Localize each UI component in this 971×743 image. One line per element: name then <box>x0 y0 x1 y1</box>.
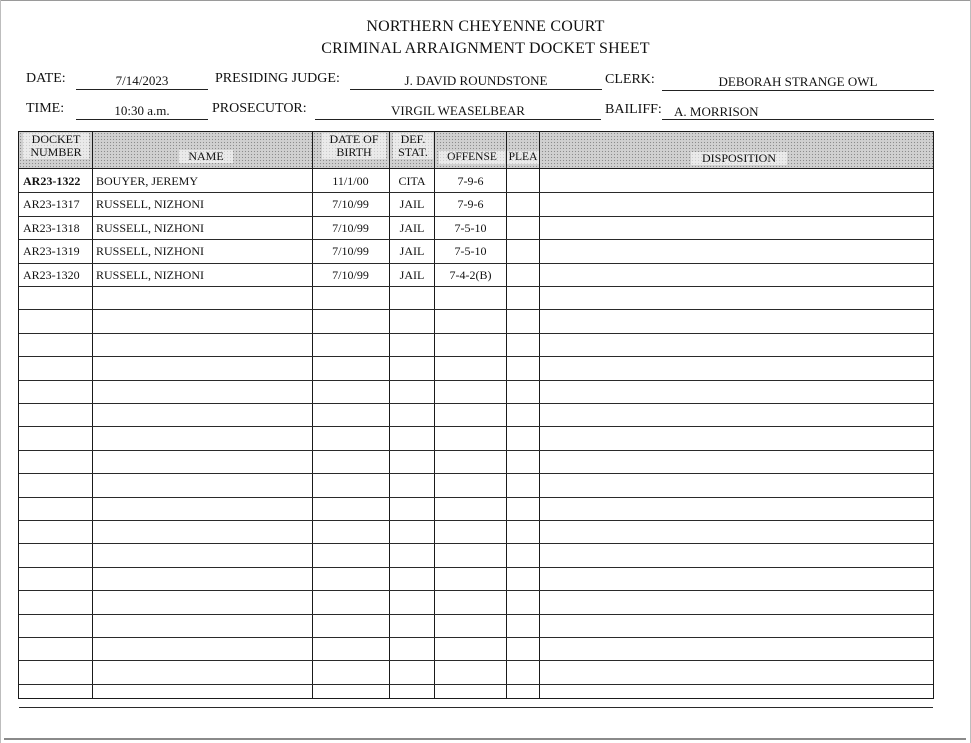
cell-dob: 11/1/00 <box>332 174 369 188</box>
row-divider <box>19 684 933 685</box>
col-header-plea: PLEA <box>508 151 538 163</box>
page-border-top <box>0 0 971 1</box>
cell-offense: 7-9-6 <box>457 174 484 188</box>
cell-status: JAIL <box>399 220 425 235</box>
court-name: NORTHERN CHEYENNE COURT <box>366 18 605 35</box>
cell-name: RUSSELL, NIZHONI <box>96 220 204 235</box>
cell-name: RUSSELL, NIZHONI <box>96 267 204 282</box>
col-header-def-line1: DEF. <box>400 132 426 146</box>
cell-docket: AR23-1318 <box>23 220 80 235</box>
cell-dob: 7/10/99 <box>332 267 369 282</box>
page-border-bottom <box>4 738 966 740</box>
clerk-value: DEBORAH STRANGE OWL <box>662 73 934 91</box>
col-header-disposition: DISPOSITION <box>691 152 787 165</box>
row-divider <box>19 239 933 240</box>
row-divider <box>19 263 933 264</box>
page-border-left <box>0 0 1 743</box>
cell-offense: 7-5-10 <box>454 220 487 235</box>
prosecutor-label: PROSECUTOR: <box>212 101 307 116</box>
bailiff-label: BAILIFF: <box>605 102 662 117</box>
cell-status: JAIL <box>399 197 425 212</box>
row-divider <box>19 614 933 615</box>
cell-offense: 7-5-10 <box>454 244 487 259</box>
row-divider <box>19 450 933 451</box>
row-divider <box>19 216 933 217</box>
col-header-def-line2: STAT. <box>398 145 428 159</box>
date-label: DATE: <box>26 71 66 86</box>
row-divider <box>19 473 933 474</box>
row-divider <box>19 543 933 544</box>
cell-name: RUSSELL, NIZHONI <box>96 197 204 212</box>
row-divider <box>19 192 933 193</box>
row-divider <box>19 567 933 568</box>
cell-status: JAIL <box>399 267 425 282</box>
judge-label: PRESIDING JUDGE: <box>215 71 340 86</box>
row-divider <box>19 356 933 357</box>
col-header-docket-line2: NUMBER <box>30 145 82 159</box>
cell-docket: AR23-1317 <box>23 197 80 212</box>
row-divider <box>19 520 933 521</box>
cell-name: RUSSELL, NIZHONI <box>96 244 204 259</box>
col-header-dob-line2: BIRTH <box>336 145 372 159</box>
row-divider <box>19 403 933 404</box>
cell-dob: 7/10/99 <box>332 244 369 259</box>
cell-offense: 7-9-6 <box>457 197 484 212</box>
row-divider <box>19 660 933 661</box>
cell-name: BOUYER, JEREMY <box>96 174 199 188</box>
row-divider <box>19 590 933 591</box>
time-label: TIME: <box>26 101 65 116</box>
col-header-docket-line1: DOCKET <box>31 132 81 146</box>
cell-dob: 7/10/99 <box>332 197 369 212</box>
col-header-def-stat <box>393 133 433 159</box>
sheet-title: CRIMINAL ARRAIGNMENT DOCKET SHEET <box>321 40 650 57</box>
col-header-name: NAME <box>179 150 233 163</box>
judge-value: J. DAVID ROUNDSTONE <box>350 72 602 90</box>
cell-docket: AR23-1319 <box>23 244 80 259</box>
row-divider <box>19 309 933 310</box>
col-header-dob-line1: DATE OF <box>329 132 379 146</box>
col-header-offense: OFFENSE <box>439 151 505 164</box>
row-divider <box>19 286 933 287</box>
row-divider <box>19 426 933 427</box>
cell-status: JAIL <box>399 244 425 259</box>
cell-docket: AR23-1322 <box>23 174 81 188</box>
bailiff-value: A. MORRISON <box>662 103 934 120</box>
cell-dob: 7/10/99 <box>332 220 369 235</box>
prosecutor-value: VIRGIL WEASELBEAR <box>315 102 601 120</box>
row-divider <box>19 497 933 498</box>
col-header-docket <box>23 133 89 159</box>
row-divider <box>19 707 933 708</box>
row-divider <box>19 333 933 334</box>
cell-offense: 7-4-2(B) <box>449 267 492 282</box>
time-value: 10:30 a.m. <box>76 102 208 120</box>
date-value: 7/14/2023 <box>76 72 208 90</box>
clerk-label: CLERK: <box>605 72 655 87</box>
cell-docket: AR23-1320 <box>23 267 80 282</box>
row-divider <box>19 637 933 638</box>
docket-table <box>18 131 934 699</box>
cell-status: CITA <box>398 174 426 188</box>
row-divider <box>19 380 933 381</box>
col-header-dob <box>322 133 386 159</box>
